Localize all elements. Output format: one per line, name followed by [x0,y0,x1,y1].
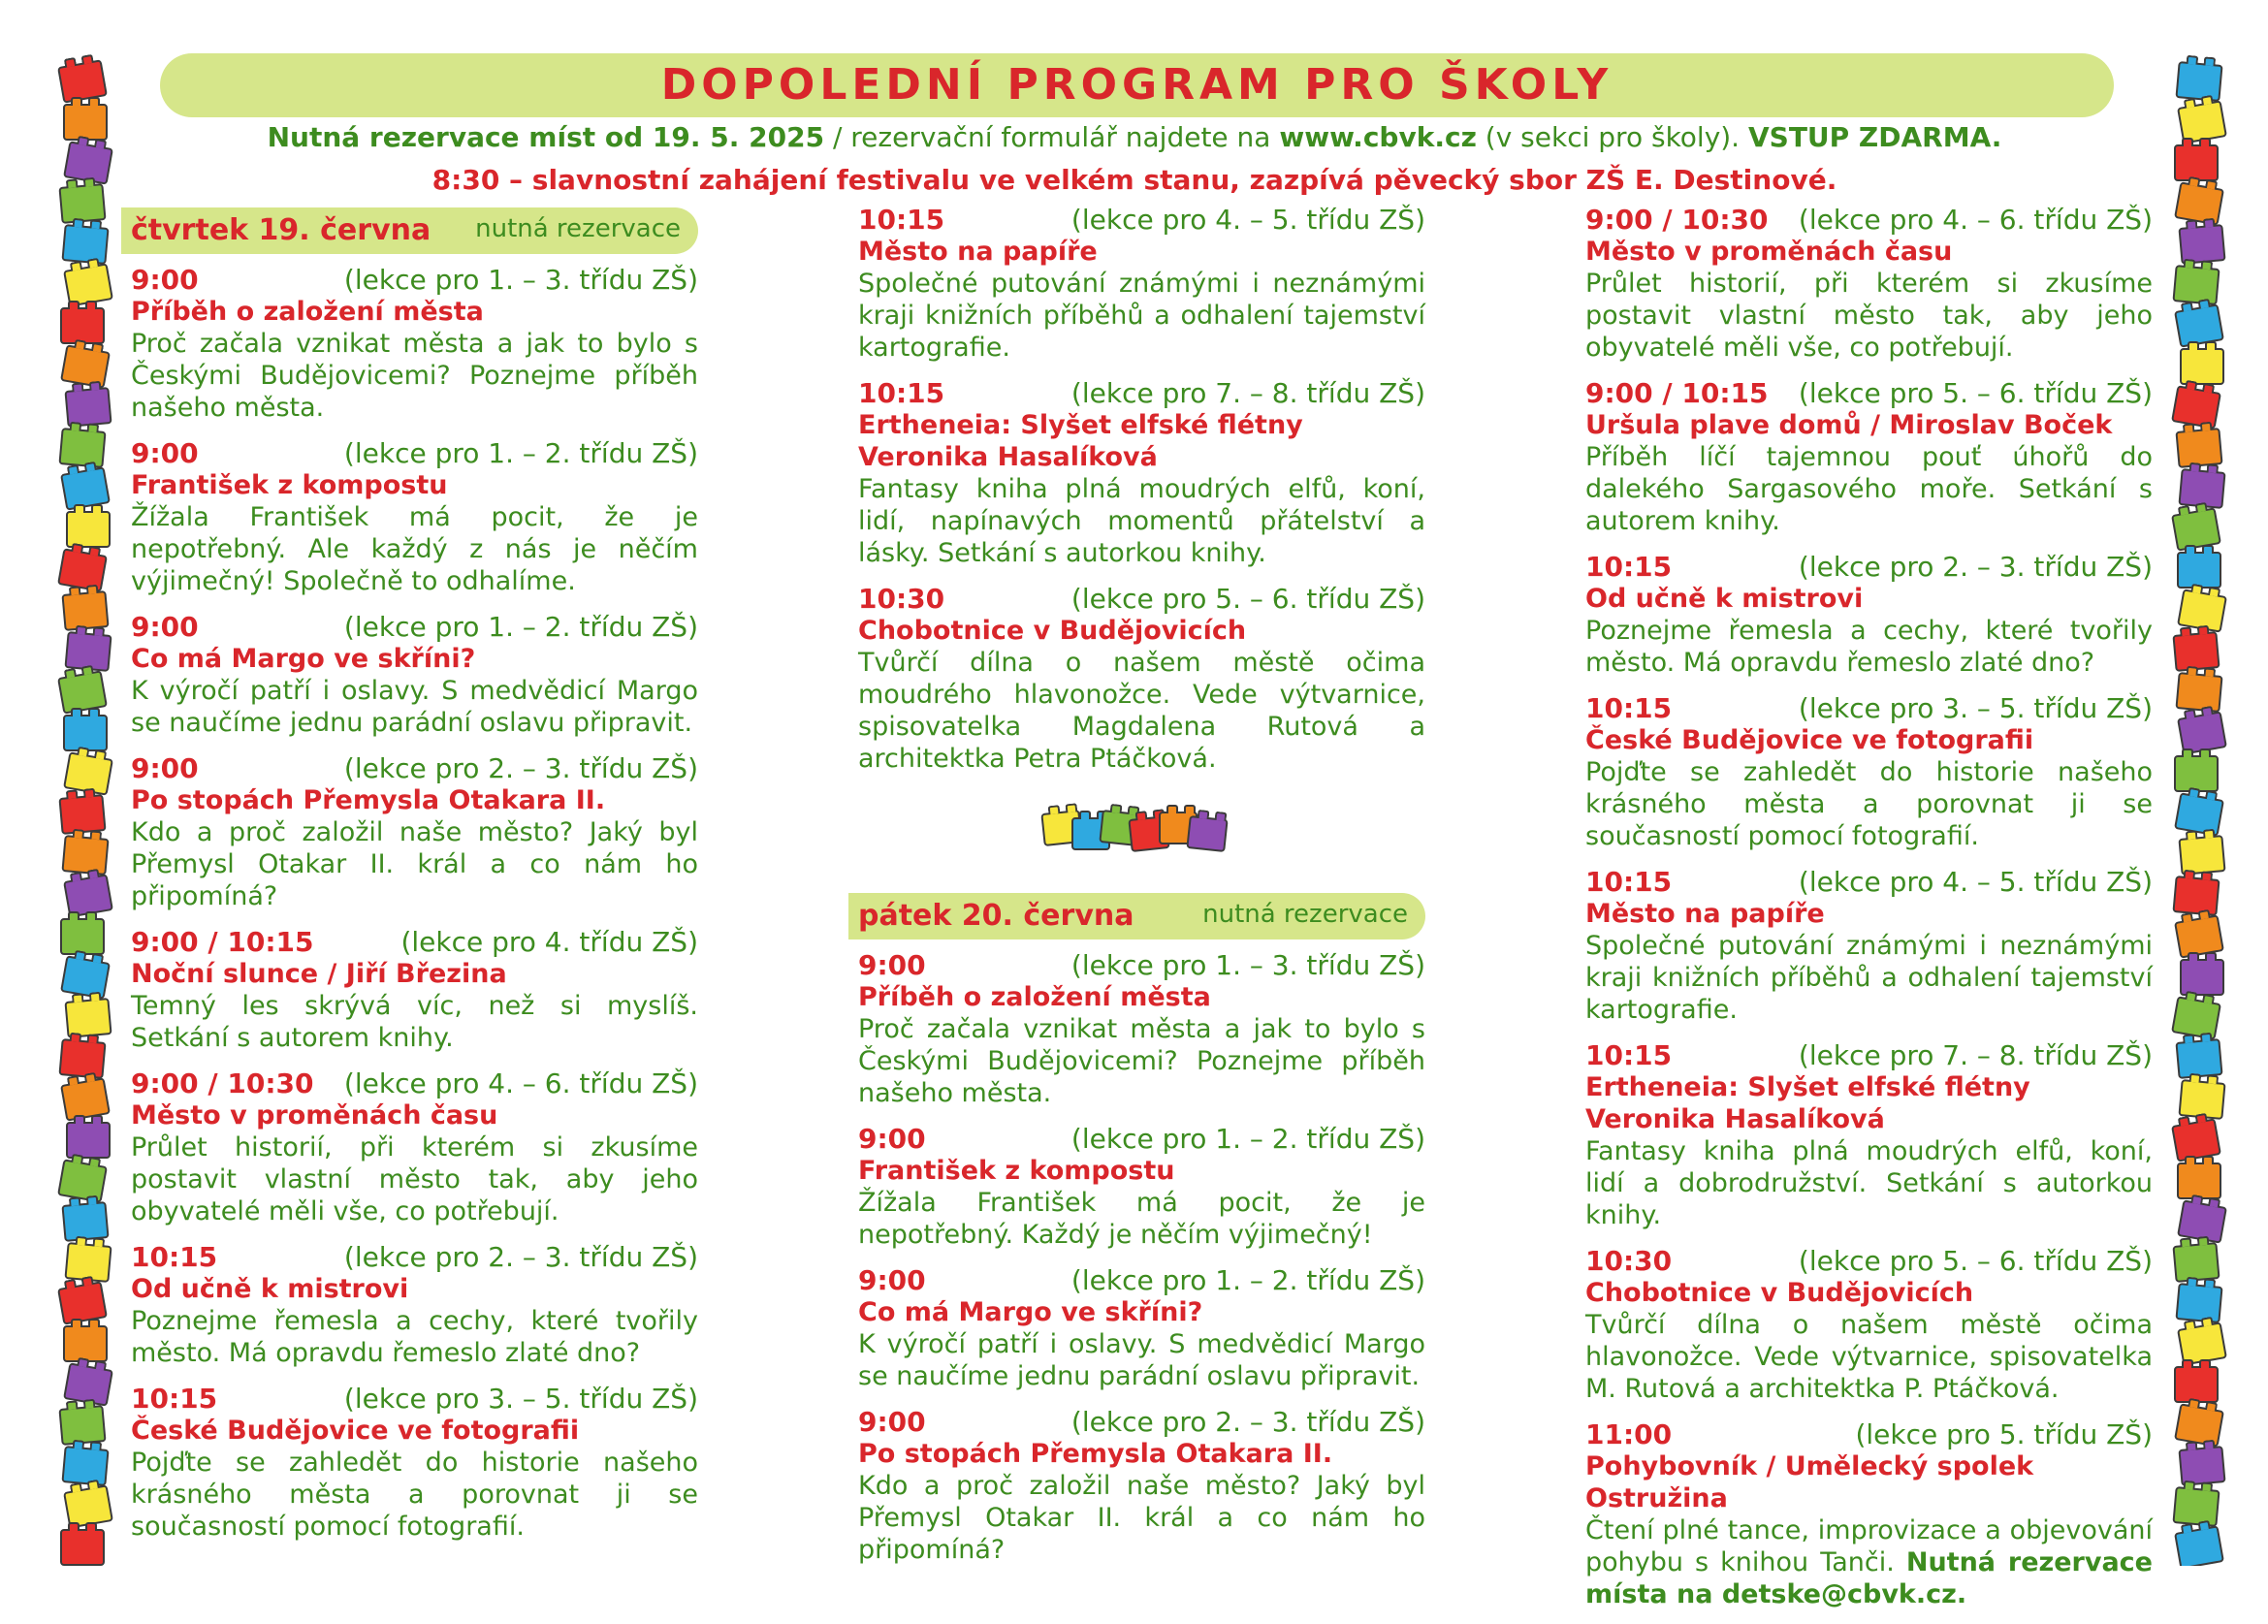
event-time: 9:00 [858,1264,926,1296]
event-description [1585,756,2153,852]
lego-brick-icon [63,715,108,751]
event-grade: (lekce pro 1. – 3. třídu ZŠ) [343,264,698,296]
lego-brick-icon [2180,348,2224,385]
lego-brick-icon [58,183,106,224]
lego-brick-icon [2171,1118,2221,1162]
event-title: Chobotnice v Budějovicích [1585,1278,1974,1308]
lego-brick-icon [2177,1162,2221,1199]
lego-brick-icon [61,224,109,265]
lego-brick-icon [60,307,105,344]
program-item [131,926,698,1054]
event-description [858,473,1425,569]
lego-brick-icon [60,918,105,955]
description-text: Pojďte se zahledět do historie našeho krásného města a porovnat ji se současností pomocí fotografií. [1585,757,2153,851]
event-title: Příběh o založení města [858,982,1211,1012]
lego-brick-icon [2174,1403,2224,1447]
lego-brick-icon [60,1077,111,1121]
event-time: 10:15 [131,1383,218,1415]
event-time: 9:00 / 10:15 [131,926,314,958]
event-title: Co má Margo ve skříni? [131,644,476,674]
description-text: Žížala František má pocit, že je nepotřebný. Ale každý z nás je něčím výjimečný! Společně to odhalíme. [131,502,698,596]
event-title: Město v proměnách času [131,1100,498,1130]
program-item [858,377,1425,569]
lego-brick-icon [2172,1486,2220,1527]
event-description [858,1328,1425,1392]
event-grade: (lekce pro 7. – 8. třídu ZŠ) [1798,1039,2153,1071]
day-header-thursday [121,207,698,254]
event-grade: (lekce pro 3. – 5. třídu ZŠ) [1798,692,2153,724]
event-time: 9:00 / 10:30 [131,1067,314,1099]
lego-brick-icon [57,1159,108,1202]
lego-brick-icon [57,670,108,714]
lego-border-left [56,53,116,1566]
description-text: Pojďte se zahledět do historie našeho krásného města a porovnat ji se současností pomocí fotografií. [131,1448,698,1542]
lego-brick-icon [2175,672,2222,713]
event-grade: (lekce pro 3. – 5. třídu ZŠ) [343,1383,698,1415]
lego-brick-icon [58,428,106,468]
event-grade: (lekce pro 4. – 6. třídu ZŠ) [343,1067,698,1099]
event-title: Po stopách Přemysla Otakara II. [858,1439,1333,1469]
event-title: Po stopách Přemysla Otakara II. [131,785,606,815]
lego-brick-icon [2174,1366,2219,1403]
lego-brick-icon [60,955,111,999]
event-title: Noční slunce / Jiří Březina [131,959,507,989]
program-item [858,1264,1425,1392]
event-description [131,1447,698,1543]
lego-brick-icon [2180,959,2224,996]
lego-brick-icon [63,104,108,141]
event-title: Ertheneia: Slyšet elfské flétny [1585,1072,2030,1102]
day-header-friday [848,893,1425,939]
form-text: / rezervační formulář najdete na [824,121,1280,153]
event-description [131,816,698,912]
program-item [1585,866,2153,1026]
event-grade: (lekce pro 2. – 3. třídu ZŠ) [1070,1406,1425,1438]
description-text: Společné putování známými i neznámými kraji knižních příběhů a odhalení tajemství kartografie. [858,269,1425,363]
event-description [131,675,698,739]
event-grade: (lekce pro 4. – 6. třídu ZŠ) [1798,204,2153,236]
event-title: Od učně k mistrovi [1585,584,1864,614]
time-row [1585,1418,2153,1450]
event-time: 10:15 [1585,551,1673,583]
lego-brick-icon [2171,385,2221,429]
program-item [1585,1039,2153,1231]
time-row [131,611,698,643]
program-item [131,1067,698,1227]
lego-brick-icon [60,344,111,388]
description-text: Proč začala vznikat města a jak to bylo s Českými Budějovicemi? Poznejme příběh našeho města. [131,329,698,423]
time-row [858,1406,1425,1438]
lego-brick-icon [58,1405,106,1446]
event-description [1585,1514,2153,1610]
event-description [1585,441,2153,537]
program-item [1585,377,2153,537]
event-grade: (lekce pro 1. – 2. třídu ZŠ) [1070,1264,1425,1296]
lego-brick-icon [2172,265,2220,305]
time-row [1585,204,2153,236]
event-grade: (lekce pro 5. – 6. třídu ZŠ) [1798,377,2153,409]
event-time: 10:15 [1585,1039,1673,1071]
lego-brick-icon [63,1325,108,1362]
lego-brick-icon [2171,507,2221,551]
event-description [131,328,698,424]
event-grade: (lekce pro 5. – 6. třídu ZŠ) [1070,583,1425,615]
lego-brick-icon [2175,1283,2222,1323]
lego-brick-icon [2175,1038,2222,1079]
program-item [1585,1418,2153,1610]
day-note: nutná rezervace [475,214,681,243]
lego-brick-icon [60,466,111,510]
time-row [858,583,1425,615]
event-grade: (lekce pro 2. – 3. třídu ZŠ) [1798,551,2153,583]
description-text: Fantasy kniha plná moudrých elfů, koní, lidí a dobrodružství. Setkání s autorkou knihy. [1585,1136,2153,1230]
lego-brick-icon [2174,755,2219,792]
column-middle [858,204,1425,1579]
event-description [131,1131,698,1227]
description-text: Společné putování známými i neznámými kraji knižních příběhů a odhalení tajemství kartografie. [1585,931,2153,1025]
event-time: 9:00 [131,752,199,784]
event-time: 10:15 [131,1241,218,1273]
description-text: Tvůrčí dílna o našem městě očima moudrého hlavonožce. Vede výtvarnice, spisovatelka Magdalena Rutová a architektka Petra Ptáčková. [858,648,1425,774]
lego-brick-icon [61,835,109,876]
program-item [1585,551,2153,679]
description-text: Čtení plné tance, improvizace a objevování pohybu s knihou Tanči. [1585,1515,2153,1577]
description-text: Tvůrčí dílna o našem městě očima hlavonožce. Vede výtvarnice, spisovatelka M. Rutová a architektka P. Ptáčková. [1585,1310,2153,1404]
time-row [131,1383,698,1415]
event-time: 10:30 [858,583,945,615]
program-item [131,437,698,597]
time-row [858,204,1425,236]
lego-brick-icon [57,59,108,103]
event-title: František z kompostu [131,470,448,500]
description-text: Fantasy kniha plná moudrých elfů, koní, lidí, napínavých momentů přátelství a lásky. Setkání s autorkou knihy. [858,474,1425,568]
day-title: pátek 20. června [858,899,1134,933]
event-time: 9:00 [858,949,926,981]
event-title: Uršula plave domů / Miroslav Boček [1585,410,2113,440]
reservation-info [116,120,2153,155]
event-description [1585,268,2153,364]
event-time: 10:15 [1585,692,1673,724]
lego-brick-icon [58,1038,106,1079]
lego-brick-icon [2174,914,2224,958]
event-title: Ertheneia: Slyšet elfské flétny [858,410,1303,440]
lego-brick-icon [2172,631,2220,672]
program-item [1585,204,2153,364]
event-author: Veronika Hasalíková [1585,1104,1885,1134]
description-text: Žížala František má pocit, že je nepotřebný. Každý je něčím výjimečný! [858,1188,1425,1250]
lego-brick-icon [2172,1242,2220,1283]
time-row [858,377,1425,409]
event-title: Město na papíře [858,237,1098,267]
event-title: Pohybovník / Umělecký spolek Ostružina [1585,1451,2034,1513]
event-time: 9:00 [131,611,199,643]
event-description [1585,1309,2153,1405]
event-grade: (lekce pro 2. – 3. třídu ZŠ) [343,752,698,784]
free-entry: VSTUP ZDARMA. [1747,121,2002,153]
lego-brick-icon [61,590,109,631]
lego-brick-icon [2175,428,2222,468]
lego-brick-icon [66,1122,111,1159]
title-banner [160,53,2114,117]
lego-brick-icon [2174,144,2219,181]
lego-bricks-icon [858,794,1425,862]
time-row [131,752,698,784]
time-row [131,264,698,296]
time-row [1585,551,2153,583]
event-grade: (lekce pro 1. – 3. třídu ZŠ) [1070,949,1425,981]
lego-brick-icon [1186,815,1228,852]
description-text: Poznejme řemesla a cechy, které tvořily město. Má opravdu řemeslo zlaté dno? [131,1306,698,1368]
event-description [858,1187,1425,1251]
section-text: (v sekci pro školy). [1476,121,1748,153]
description-text: K výročí patří i oslavy. S medvědicí Margo se naučíme jednu parádní oslavu připravit. [131,676,698,738]
program-item [131,1241,698,1369]
event-time: 9:00 / 10:15 [1585,377,1769,409]
day-note: nutná rezervace [1202,900,1408,929]
lego-brick-icon [2177,552,2221,589]
time-row [1585,377,2153,409]
event-author: Veronika Hasalíková [858,442,1158,472]
event-title: Město na papíře [1585,899,1825,929]
website-link[interactable]: www.cbvk.cz [1279,121,1477,153]
event-title: Chobotnice v Budějovicích [858,616,1247,646]
time-row [858,1123,1425,1155]
event-title: Od učně k mistrovi [131,1274,409,1304]
day-title: čtvrtek 19. června [131,213,431,247]
lego-brick-icon [2174,303,2224,347]
program-item [858,1123,1425,1251]
event-title: České Budějovice ve fotografii [1585,725,2034,755]
event-description [1585,1135,2153,1231]
description-text: Poznejme řemesla a cechy, které tvořily město. Má opravdu řemeslo zlaté dno? [1585,616,2153,678]
event-title: České Budějovice ve fotografii [131,1416,580,1446]
program-item [858,583,1425,775]
event-description [858,647,1425,775]
reservation-date: Nutná rezervace míst od 19. 5. 2025 [267,121,825,153]
lego-brick-icon [2175,61,2222,102]
lego-brick-icon [2174,792,2224,836]
event-description [858,268,1425,364]
lego-brick-icon [57,548,108,591]
description-bold: Nutná rezervace místa na detske@cbvk.cz. [1585,1547,2153,1609]
page-title: DOPOLEDNÍ PROGRAM PRO ŠKOLY [660,60,1613,110]
event-description [858,1013,1425,1109]
time-row [1585,1245,2153,1277]
time-row [131,1067,698,1099]
event-grade: (lekce pro 4. – 5. třídu ZŠ) [1798,866,2153,898]
description-text: Proč začala vznikat města a jak to bylo s Českými Budějovicemi? Poznejme příběh našeho města. [858,1014,1425,1108]
description-text: Temný les skrývá víc, než si myslíš. Setkání s autorem knihy. [131,991,698,1053]
time-row [1585,692,2153,724]
description-text: K výročí patří i oslavy. S medvědicí Margo se naučíme jednu parádní oslavu připravit. [858,1329,1425,1391]
program-item [131,264,698,424]
time-row [1585,1039,2153,1071]
time-row [131,437,698,469]
event-description [131,1305,698,1369]
event-grade: (lekce pro 1. – 2. třídu ZŠ) [343,611,698,643]
description-text: Průlet historií, při kterém si zkusíme postavit vlastní město tak, aby jeho obyvatelé měli vše, co potřebují. [1585,269,2153,363]
event-grade: (lekce pro 5. třídu ZŠ) [1855,1418,2153,1450]
opening-info: 8:30 – slavnostní zahájení festivalu ve velkém stanu, zazpívá pěvecký sbor ZŠ E. Destinové. [431,164,1837,196]
program-item [131,611,698,739]
event-grade: (lekce pro 4. – 5. třídu ZŠ) [1070,204,1425,236]
lego-brick-icon [57,1281,108,1324]
description-text: Příběh líčí tajemnou pouť úhořů do dalekého Sargasového moře. Setkání s autorem knihy. [1585,442,2153,536]
event-time: 10:15 [858,377,945,409]
event-grade: (lekce pro 1. – 2. třídu ZŠ) [1070,1123,1425,1155]
column-thursday [131,204,698,1556]
event-time: 10:15 [858,204,945,236]
event-title: František z kompostu [858,1156,1175,1186]
lego-brick-icon [61,1446,109,1486]
lego-brick-icon [58,794,106,835]
lego-brick-icon [60,1529,105,1566]
program-item [858,1406,1425,1566]
program-item [1585,692,2153,852]
event-title: Co má Margo ve skříni? [858,1297,1203,1327]
event-grade: (lekce pro 2. – 3. třídu ZŠ) [343,1241,698,1273]
time-row [131,926,698,958]
description-text: Průlet historií, při kterém si zkusíme postavit vlastní město tak, aby jeho obyvatelé měli vše, co potřebují. [131,1132,698,1226]
event-grade: (lekce pro 4. třídu ZŠ) [400,926,698,958]
event-title: Město v proměnách času [1585,237,1953,267]
lego-brick-icon [2174,181,2224,225]
event-grade: (lekce pro 7. – 8. třídu ZŠ) [1070,377,1425,409]
time-row [858,949,1425,981]
event-description [1585,930,2153,1026]
event-description [1585,615,2153,679]
event-description [131,501,698,597]
event-time: 9:00 / 10:30 [1585,204,1769,236]
program-item [131,752,698,912]
event-time: 11:00 [1585,1418,1673,1450]
lego-brick-icon [61,1201,109,1242]
event-time: 9:00 [858,1123,926,1155]
lego-border-right [2170,53,2230,1566]
program-item [131,1383,698,1543]
lego-brick-icon [2171,996,2221,1039]
event-time: 9:00 [858,1406,926,1438]
lego-brick-icon [66,511,111,548]
time-row [131,1241,698,1273]
event-description [858,1470,1425,1566]
program-item [1585,1245,2153,1405]
event-time: 9:00 [131,437,199,469]
event-grade: (lekce pro 1. – 2. třídu ZŠ) [343,437,698,469]
lego-brick-icon [2172,876,2220,916]
program-item [858,204,1425,364]
column-friday-continued [1585,204,2153,1624]
event-time: 9:00 [131,264,199,296]
lego-brick-icon [2174,1525,2224,1566]
event-grade: (lekce pro 5. – 6. třídu ZŠ) [1798,1245,2153,1277]
time-row [1585,866,2153,898]
event-time: 10:15 [1585,866,1673,898]
description-text: Kdo a proč založil naše město? Jaký byl Přemysl Otakar II. král a co nám ho připomíná? [131,817,698,911]
event-time: 10:30 [1585,1245,1673,1277]
program-item [858,949,1425,1109]
event-title: Příběh o založení města [131,297,484,327]
event-description [131,990,698,1054]
description-text: Kdo a proč založil naše město? Jaký byl Přemysl Otakar II. král a co nám ho připomíná? [858,1471,1425,1565]
time-row [858,1264,1425,1296]
